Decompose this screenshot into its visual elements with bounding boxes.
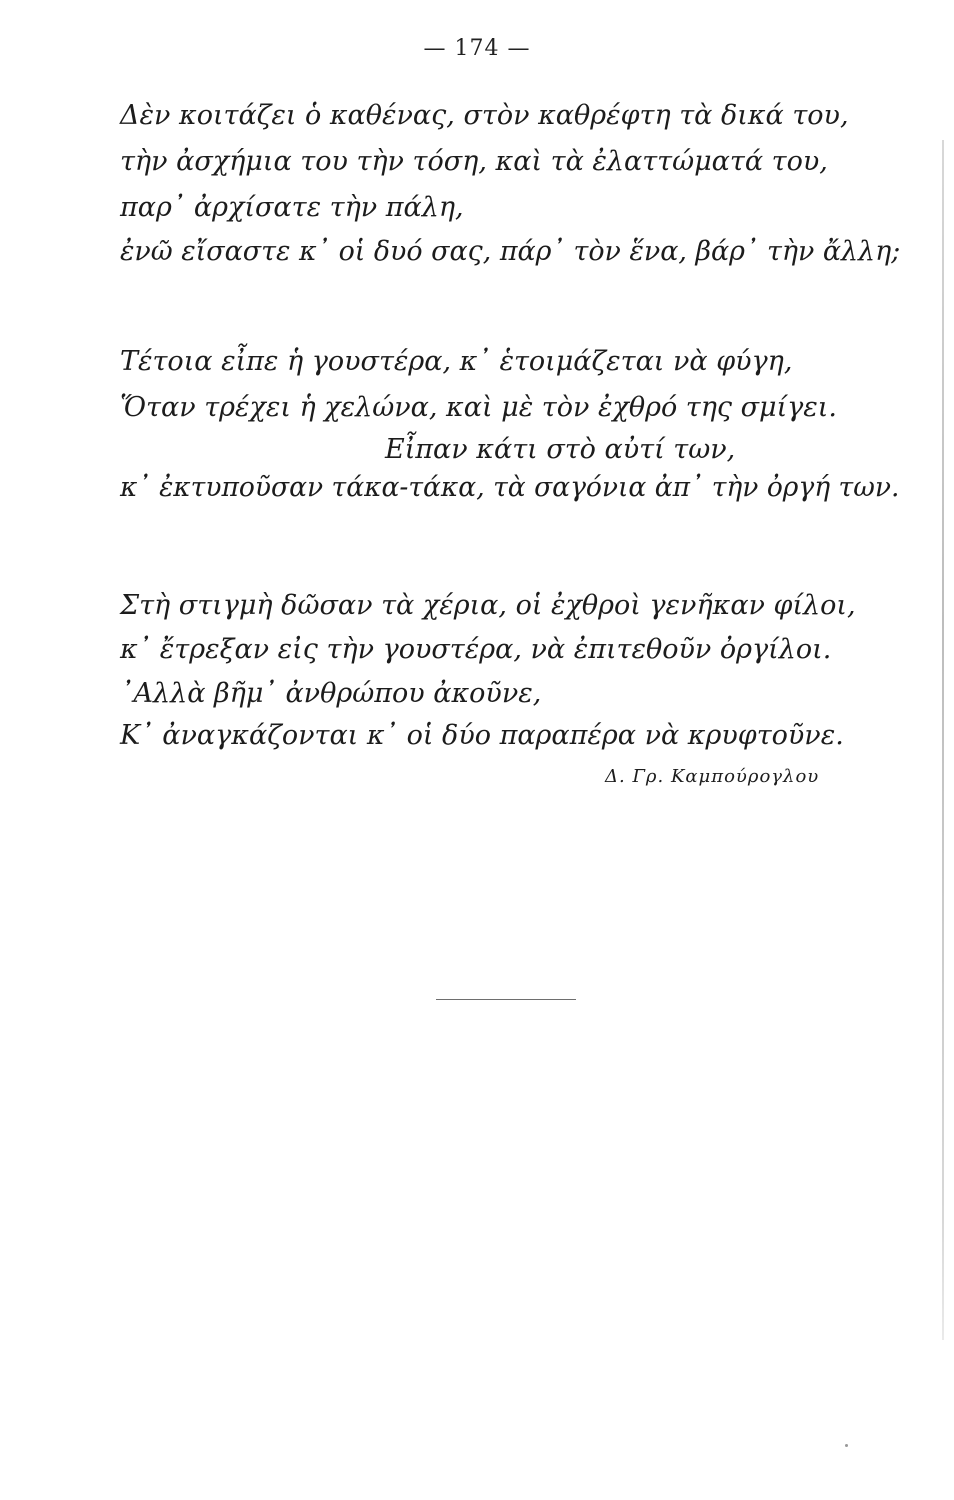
verse-line: Στὴ στιγμὴ δῶσαν τὰ χέρια, οἱ ἐχθροὶ γενῆκαν φίλοι, bbox=[120, 590, 856, 621]
verse-line: ᾽Αλλὰ βῆμ᾽ ἀνθρώπου ἀκοῦνε, bbox=[120, 678, 542, 709]
verse-line: τὴν ἀσχήμια του τὴν τόση, καὶ τὰ ἐλαττώματά του, bbox=[120, 146, 828, 177]
page-edge-shadow bbox=[942, 140, 944, 1340]
verse-line: Ὅταν τρέχει ἡ χελώνα, καὶ μὲ τὸν ἐχθρό της σμίγει. bbox=[120, 392, 837, 423]
verse-line: κ᾽ ἐκτυποῦσαν τάκα-τάκα, τὰ σαγόνια ἀπ᾽ τὴν ὀργή των. bbox=[120, 472, 900, 503]
verse-line: παρ᾽ ἀρχίσατε τὴν πάλη, bbox=[120, 192, 464, 223]
paper-speck bbox=[845, 1444, 848, 1447]
verse-line: Δὲν κοιτάζει ὁ καθένας, στὸν καθρέφτη τὰ δικά του, bbox=[120, 100, 849, 131]
verse-line: Τέτοια εἶπε ἡ γουστέρα, κ᾽ ἑτοιμάζεται νὰ φύγη, bbox=[120, 346, 793, 377]
page-number: — 174 — bbox=[423, 36, 531, 61]
section-divider bbox=[436, 999, 576, 1000]
author-signature: Δ. Γρ. Καμπούρογλου bbox=[605, 766, 820, 787]
verse-line: ἐνῶ εἴσαστε κ᾽ οἱ δυό σας, πάρ᾽ τὸν ἕνα, βάρ᾽ τὴν ἄλλη; bbox=[120, 236, 901, 267]
verse-line: Κ᾽ ἀναγκάζονται κ᾽ οἱ δύο παραπέρα νὰ κρυφτοῦνε. bbox=[120, 720, 844, 751]
verse-line: Εἶπαν κάτι στὸ αὐτί των, bbox=[385, 434, 736, 465]
verse-line: κ᾽ ἔτρεξαν εἰς τὴν γουστέρα, νὰ ἐπιτεθοῦν ὀργίλοι. bbox=[120, 634, 832, 665]
